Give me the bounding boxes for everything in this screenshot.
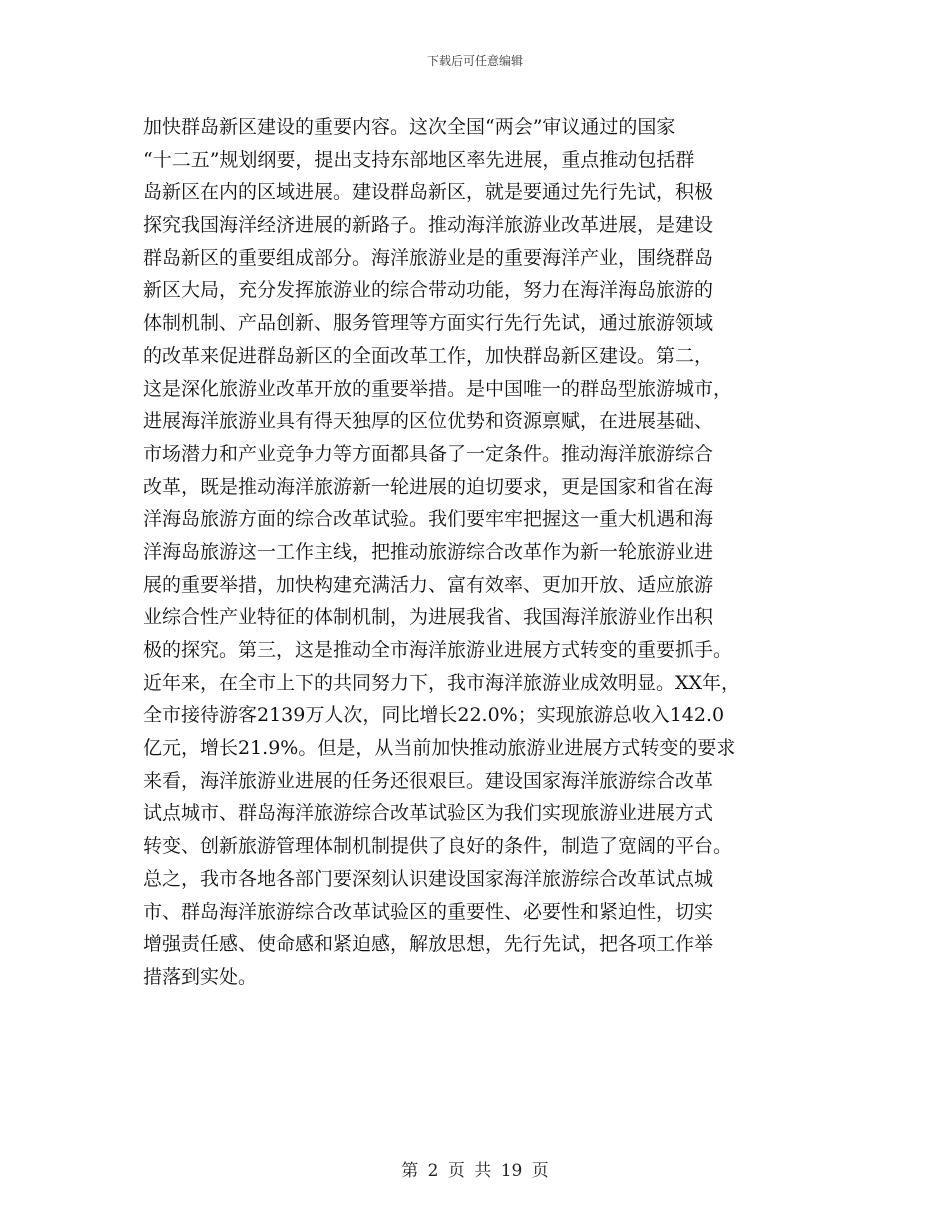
text-line: 群岛新区的重要组成部分。海洋旅游业是的重要海洋产业，围绕群岛 (143, 246, 714, 269)
text-line: 增强责任感、使命感和紧迫感，解放思想，先行先试，把各项工作举 (143, 933, 714, 956)
text-line: 进展海洋旅游业具有得天独厚的区位优势和资源禀赋，在进展基础、 (143, 410, 714, 433)
text-line: 亿元，增长21.9%。但是，从当前加快推动旅游业进展方式转变的要求 (143, 737, 736, 760)
text-line: 改革，既是推动海洋旅游新一轮进展的迫切要求，更是国家和省在海 (143, 475, 714, 498)
page-header-note: 下载后可任意编辑 (426, 54, 523, 68)
text-line: 加快群岛新区建设的重要内容。这次全国“两会”审议通过的国家 (143, 116, 676, 138)
text-line: 转变、创新旅游管理体制机制提供了良好的条件，制造了宽阔的平台。 (143, 835, 733, 858)
text-line: 全市接待游客2139万人次，同比增长22.0%；实现旅游总收入142.0 (143, 704, 725, 727)
text-line: 业综合性产业特征的体制机制，为进展我省、我国海洋旅游业作出积 (143, 606, 714, 629)
text-line: 市、群岛海洋旅游综合改革试验区的重要性、必要性和紧迫性，切实 (143, 900, 714, 923)
text-line: 洋海岛旅游方面的综合改革试验。我们要牢牢把握这一重大机遇和海 (143, 508, 714, 531)
text-line: 近年来，在全市上下的共同努力下，我市海洋旅游业成效明显。XX年， (143, 671, 741, 694)
document-body (143, 111, 813, 994)
text-line: 极的探究。第三，这是推动全市海洋旅游业进展方式转变的重要抓手。 (143, 639, 733, 661)
text-line: 新区大局，充分发挥旅游业的综合带动功能，努力在海洋海岛旅游的 (143, 279, 714, 302)
text-line: 试点城市、群岛海洋旅游综合改革试验区为我们实现旅游业进展方式 (143, 802, 714, 825)
text-line: 的改革来促进群岛新区的全面改革工作，加快群岛新区建设。第二， (143, 344, 714, 367)
text-line: 岛新区在内的区域进展。建设群岛新区，就是要通过先行先试，积极 (143, 181, 714, 204)
text-line: 这是深化旅游业改革开放的重要举措。是中国唯一的群岛型旅游城市， (143, 377, 733, 400)
text-line: 总之，我市各地各部门要深刻认识建设国家海洋旅游综合改革试点城 (143, 867, 714, 890)
text-line: “十二五”规划纲要，提出支持东部地区率先进展，重点推动包括群 (143, 148, 695, 171)
text-line: 体制机制、产品创新、服务管理等方面实行先行先试，通过旅游领域 (143, 312, 714, 335)
text-line: 展的重要举措，加快构建充满活力、富有效率、更加开放、适应旅游 (143, 573, 714, 596)
text-line: 来看，海洋旅游业进展的任务还很艰巨。建设国家海洋旅游综合改革 (143, 769, 714, 792)
text-line: 洋海岛旅游这一工作主线，把推动旅游综合改革作为新一轮旅游业进 (143, 540, 714, 563)
text-line: 市场潜力和产业竞争力等方面都具备了一定条件。推动海洋旅游综合 (143, 442, 714, 465)
text-line: 探究我国海洋经济进展的新路子。推动海洋旅游业改革进展，是建设 (143, 214, 714, 237)
page-number-footer: 第 2 页 共 19 页 (401, 1161, 549, 1181)
text-line: 措落到实处。 (143, 965, 258, 988)
